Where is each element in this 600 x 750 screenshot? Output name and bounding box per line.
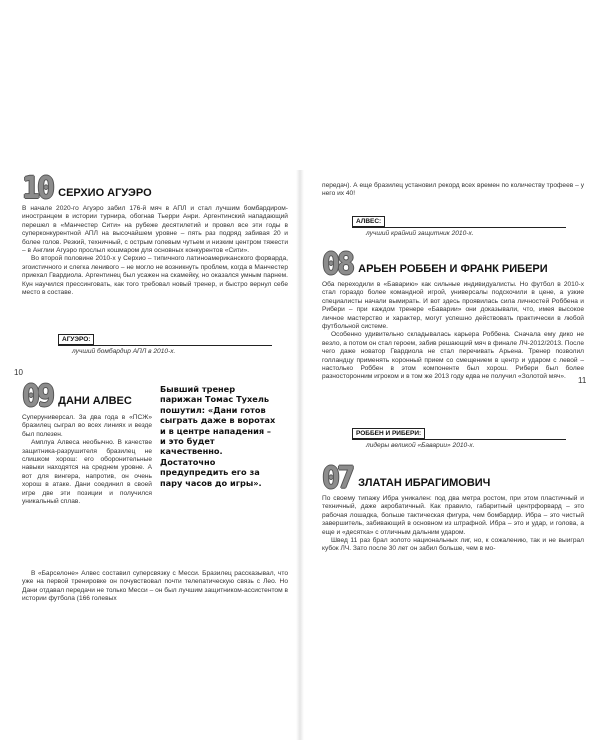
section-09-column [22,414,152,506]
section-07-header [322,461,584,496]
section-08-header [322,247,584,282]
quote-text: лучший крайний защитник 2010-х. [366,230,474,237]
player-name: ДАНИ АЛВЕС [58,395,132,407]
paragraph: Суперуниверсал. За два года в «ПСЖ» бразилец сыграл во всех линиях и везде был полезен. [22,414,152,438]
section-09-header [22,379,162,414]
player-name: АРЬЕН РОББЕН И ФРАНК РИБЕРИ [358,263,548,275]
quote-label: РОББЕН И РИБЕРИ: [352,428,425,439]
page-number-left: 10 [14,368,23,377]
paragraph: Оба переходили в «Баварию» как сильные индивидуалисты. Но футбол в 2010-х стал гораздо более командной игрой, универсалы подскочили в цене, а узкие специалисты начали вымирать. И вот здесь проявилась сила личностей Роббена и Рибери – при каждом тренере «Баварии» они доказывали, что, имея высокое личное мастерство и характер, могут успешно действовать практически в любой футбольной системе. [322,281,584,331]
paragraph: Амплуа Алвеса необычно. В качестве защитника-разрушителя бразилец не слишком хорош: его оборонительные навыки находятся на среднем уровне. А вот для вингера, напротив, он очень хорош в атаке. Дани соединил в своей игре две эти позиции и получился уникальный сплав. [22,439,152,506]
page-number-right: 11 [578,376,587,385]
paragraph: передач). А еще бразилец установил рекорд всех времен по количеству трофеев – у него их 40! [322,182,584,198]
quote-text: лидеры великой «Баварии» 2010-х. [366,442,475,449]
player-name: ЗЛАТАН ИБРАГИМОВИЧ [358,477,491,489]
section-10 [22,171,288,297]
quote-rule [352,227,566,228]
section-09-tail [22,570,288,604]
paragraph: Особенно удивительно складывалась карьера Роббена. Сначала ему дико не везло, а потом он стал героем, забив решающий мяч в финале ЛЧ-2012/2013. После чего даже новатор Гвардиола не стал перечивать Арьена. Тренер позволил голландцу применять коронный прием со смещением в центр и ударом с левой – настолько Роббен в этом компоненте был хорош. Рибери был более разносторонним игроком и в том же 2013 году едва не получил «Золотой мяч». [322,331,584,381]
rank-number: 07 [322,461,353,496]
section-08 [322,247,584,382]
rank-number: 10 [22,171,53,206]
paragraph: По своему типажу Ибра уникален: под два метра ростом, при этом пластичный и техничный, даже акробатичный. Как правило, габаритный центрфорвард – это рабочая лошадка, больше тактическая фигура, чем бомбардир. Ибра – это чистый завершитель, забивающий в основном из штрафной. Ибра – это и удар, и голова, а еще и «десятка» с отличным дальним ударом. [322,495,584,536]
quote-label: АЛВЕС: [352,216,385,227]
quote-box-alves [352,210,566,237]
quote-rule [58,345,272,346]
quote-text: лучший бомбардир АПЛ в 2010-х. [72,348,176,355]
rank-number: 09 [22,379,53,414]
quote-label: АГУЭРО: [58,334,94,345]
section-07 [322,461,584,554]
paragraph: В начале 2020-го Агуэро забил 176-й мяч в АПЛ и стал лучшим бомбардиром-иностранцем в истории турнира, обогнав Тьерри Анри. Аргентинский нападающий перешел в «Манчестер Сити» на рубеже десятилетий и провел все эти годы в суперконкурентной АПЛ на высочайшем уровне – пять раз подряд забивая 20 и более голов. Резкий, техничный, с острым голевым чутьем и низким центром тяжести – в Англии Агуэро прослыл кошмаром для основных конкурентов «Сити». [22,205,288,255]
paragraph: В «Барселоне» Алвес составил суперсвязку с Месси. Бразилец рассказывал, что уже на первой тренировке он почувствовал почти телепатическую связь с Лео. Но Дани отдавал передачи не только Месси – он был лучшим защитником-ассистентом в истории футбола (166 голевых [22,570,288,603]
continuation-text [322,182,584,199]
quote-box-aguero [58,328,272,355]
paragraph: Швед 11 раз брал золото национальных лиг, но, к сожалению, так и не выиграл кубок ЛЧ. Зато после 30 лет он забил больше, чем в мо- [322,537,584,553]
quote-box-robben-ribery [352,422,566,449]
pull-quote: Бывший тренер парижан Томас Тухель пошутил: «Дани готов сыграть даже в воротах и в центре нападения – и это будет качественно. Достаточно предупредить его за пару часов до игры». [160,384,276,488]
section-09-header-wrap [22,379,162,414]
quote-rule [352,439,566,440]
rank-number: 08 [322,247,353,282]
paragraph: Во второй половине 2010-х у Серхио – типичного латиноамериканского форварда, эгоистичного и слегка ленивого – не могло не возникнуть проблем, когда в Манчестер приехал Гвардиола. Аргентинец был усажен на скамейку, но оказался умным парнем. Кун научился прессинговать, как того требовал новый тренер, и быстро вернул себе место в составе. [22,255,288,297]
right-page [300,0,600,750]
player-name: СЕРХИО АГУЭРО [58,187,152,199]
section-10-header [22,171,288,206]
